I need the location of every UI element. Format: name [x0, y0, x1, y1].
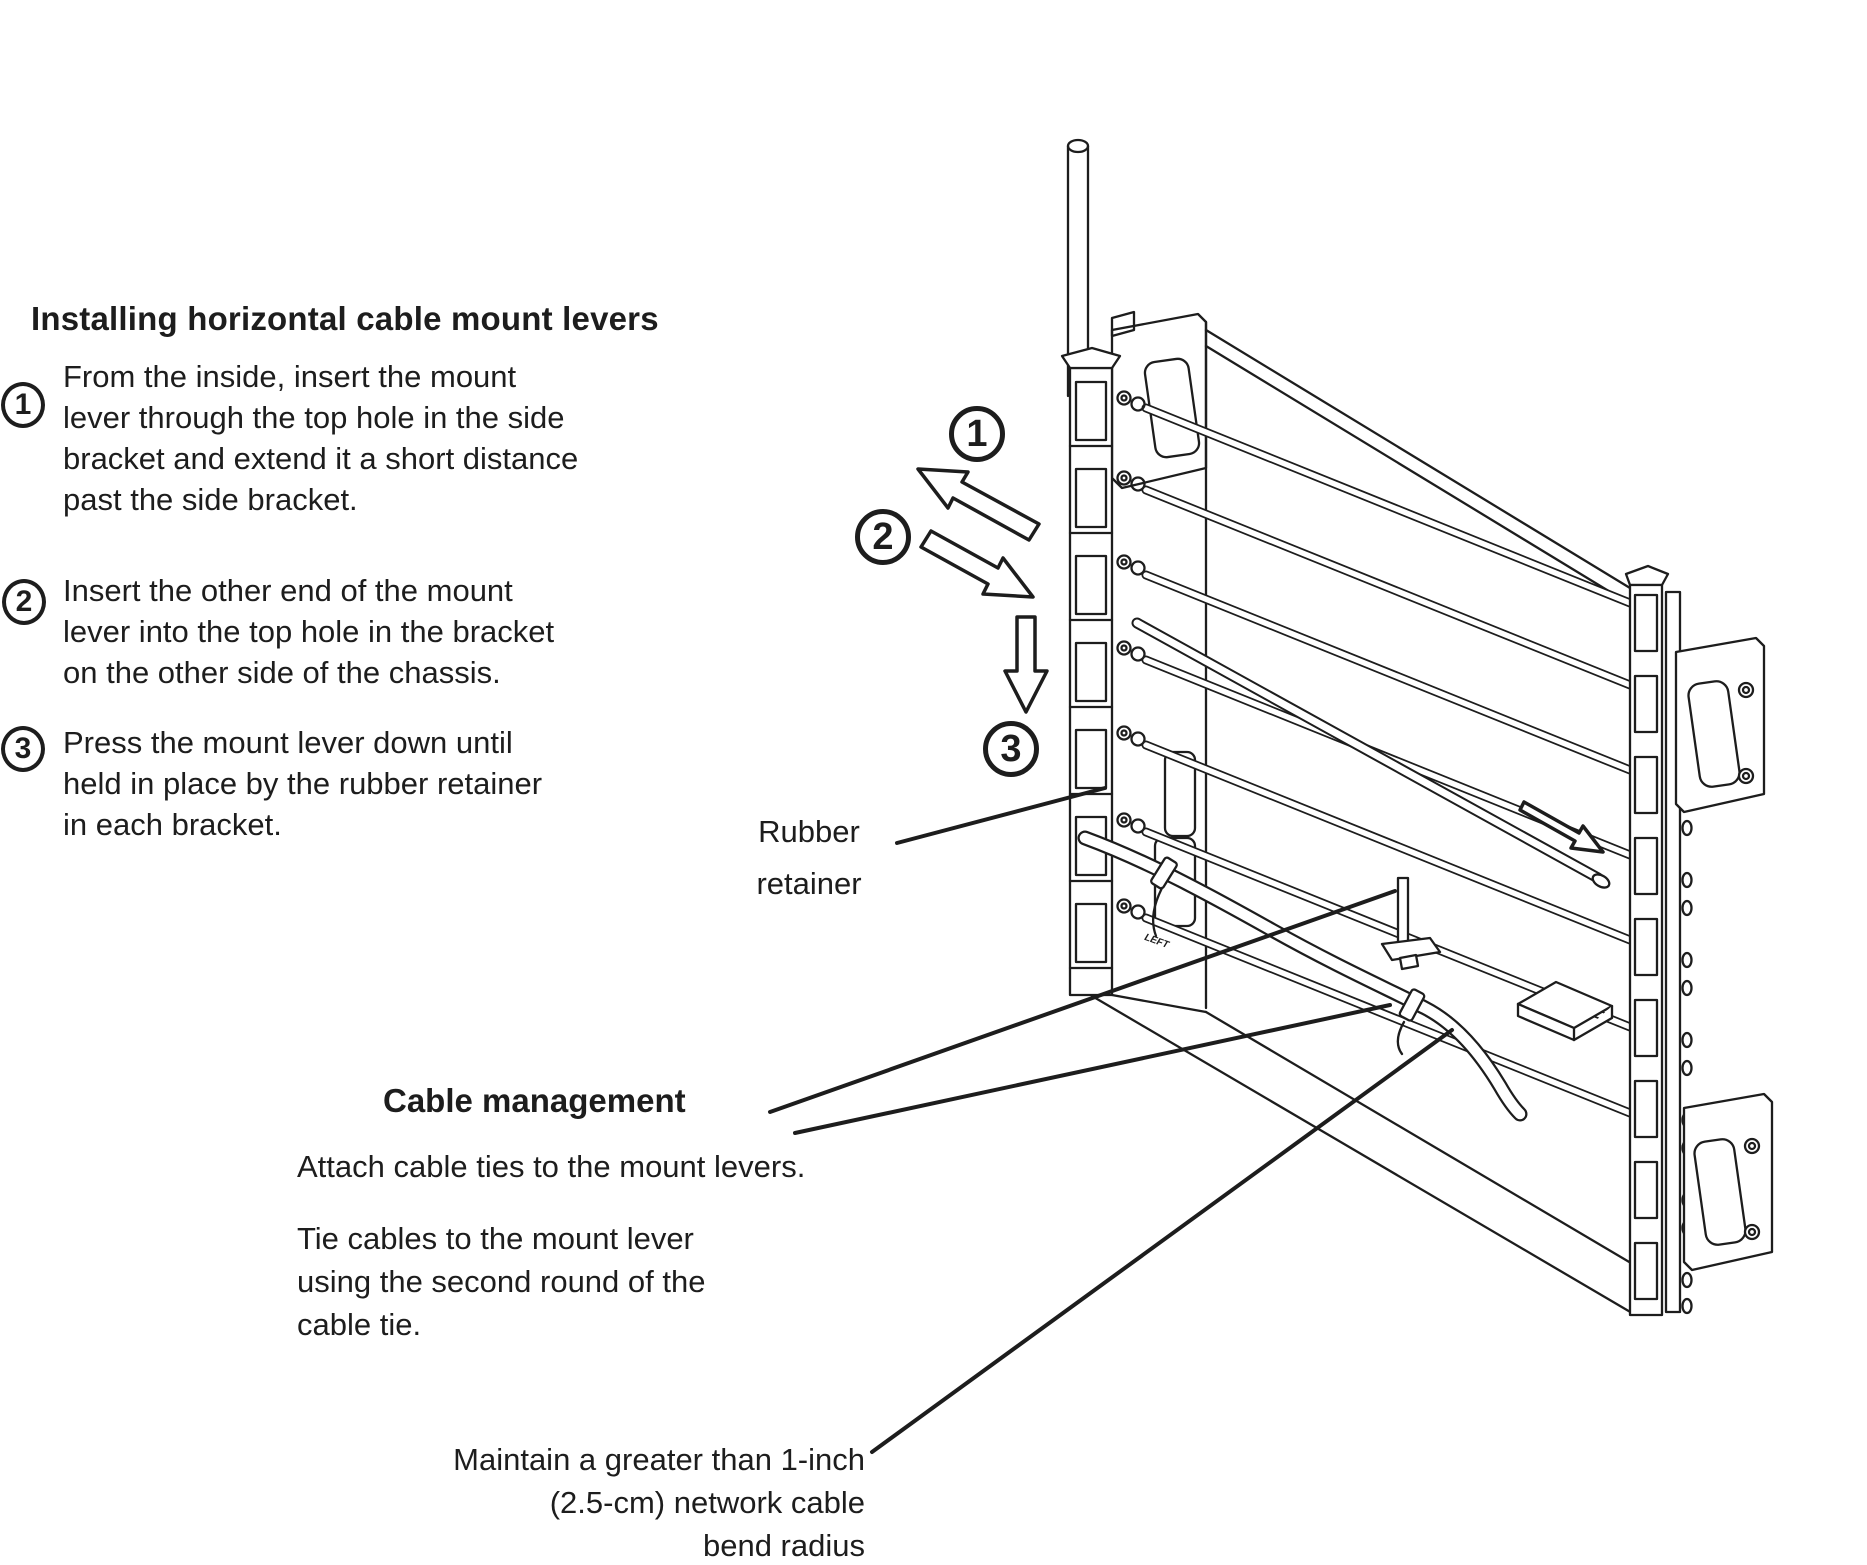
left-bracket-rail: [1062, 348, 1145, 995]
right-bracket-rail: [1626, 566, 1772, 1315]
right-lower-bracket-ear: [1684, 1094, 1772, 1270]
chassis-frame: [1092, 312, 1636, 1313]
step-2-text: Insert the other end of the mount lever into the top hole in the bracket on the other side of the chassis.: [63, 573, 555, 690]
leader-bend-radius: [872, 1030, 1452, 1452]
rubber-retainer-label: Rubber retainer: [756, 814, 862, 901]
chassis-engraving-left: LEFT: [1142, 932, 1171, 951]
cable-management-note-2: Tie cables to the mount lever using the second round of the cable tie.: [297, 1221, 706, 1342]
step-3-number: 3: [1, 726, 45, 772]
right-upper-bracket-ear: [1676, 638, 1764, 812]
step-3-text: Press the mount lever down until held in place by the rubber retainer in each bracket.: [63, 725, 543, 842]
diagram-marker-2: 2: [855, 509, 911, 565]
step-1-text: From the inside, insert the mount lever through the top hole in the side bracket and extend it a short distance past the side bracket.: [63, 359, 579, 517]
arrow-up-left-step1: [918, 469, 1039, 540]
page-title: Installing horizontal cable mount levers: [31, 300, 659, 337]
bend-radius-note: Maintain a greater than 1-inch (2.5-cm) network cable bend radius: [453, 1442, 865, 1563]
step-2-number: 2: [2, 579, 46, 625]
cable-management-heading: Cable management: [383, 1082, 686, 1119]
arrow-down-step3: [1005, 617, 1047, 712]
arrow-down-right-step2: [921, 531, 1033, 597]
cable-management-note-1: Attach cable ties to the mount levers.: [297, 1149, 806, 1184]
step-1-number: 1: [1, 382, 45, 428]
diagram-marker-1: 1: [949, 406, 1005, 462]
diagram-marker-3: 3: [983, 721, 1039, 777]
left-rail-screws: [1118, 392, 1145, 919]
